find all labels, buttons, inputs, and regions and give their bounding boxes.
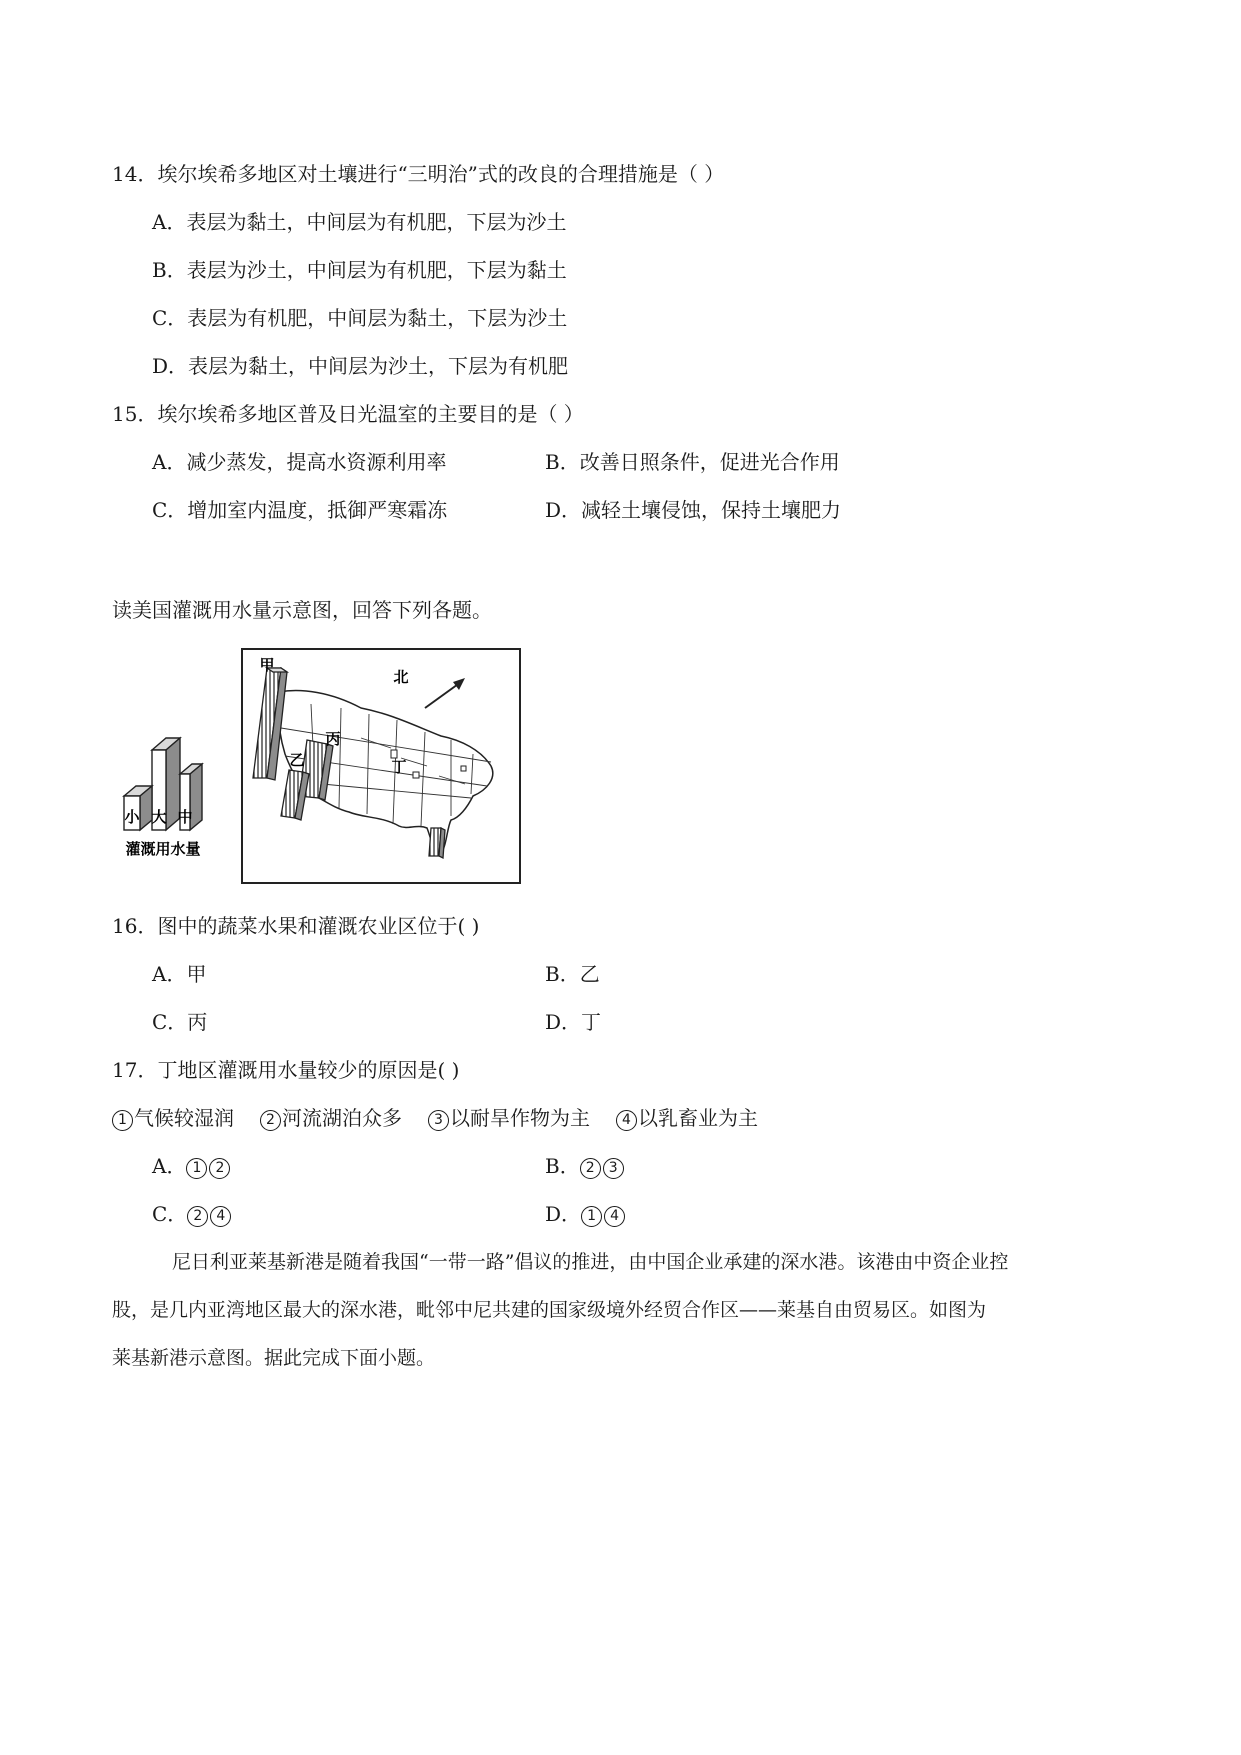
item-2: 河流湖泊众多 (282, 1106, 402, 1130)
item-number-2: 2 (260, 1110, 281, 1131)
item-number-3: 3 (428, 1110, 449, 1131)
question-15-option-b: B．改善日照条件，促进光合作用 (545, 450, 840, 474)
legend-label-medium: 中 (177, 808, 193, 826)
question-16-option-d: D．丁 (545, 1010, 602, 1034)
question-15-option-c: C．增加室内温度，抵御严寒霜冻 (152, 498, 448, 522)
question-17-option-c: C． 2 4 (152, 1204, 232, 1227)
irrigation-legend (118, 730, 236, 860)
question-17-option-d: D． 1 4 (545, 1204, 626, 1227)
north-label: 北 (393, 668, 409, 686)
legend-label-large: 大 (151, 808, 167, 826)
question-15-stem: 15．埃尔埃希多地区普及日光温室的主要目的是（ ） (112, 402, 584, 426)
legend-title: 灌溉用水量 (125, 840, 201, 858)
usa-irrigation-map (241, 648, 521, 884)
item-number-1: 1 (112, 1110, 133, 1131)
question-17-option-a: A． 1 2 (152, 1156, 231, 1179)
question-14-stem: 14．埃尔埃希多地区对土壤进行“三明治”式的改良的合理措施是（ ） (112, 162, 725, 186)
region-label-jia: 甲 (259, 656, 275, 674)
item-3: 以耐旱作物为主 (450, 1106, 590, 1130)
region-label-yi: 乙 (289, 751, 305, 769)
question-17-items (112, 1108, 758, 1131)
question-17-option-b: B． 2 3 (545, 1156, 625, 1179)
item-1: 气候较湿润 (134, 1106, 234, 1130)
item-4: 以乳畜业为主 (638, 1106, 758, 1130)
question-16-option-b: B．乙 (545, 962, 600, 986)
question-16-option-c: C．丙 (152, 1010, 208, 1034)
passage-line-2: 股，是几内亚湾地区最大的深水港，毗邻中尼共建的国家级境外经贸合作区——莱基自由贸易区。如图为 (112, 1299, 987, 1321)
question-14-option-b: B．表层为沙土，中间层为有机肥，下层为黏土 (152, 258, 567, 282)
question-14-option-d: D．表层为黏土，中间层为沙土，下层为有机肥 (152, 354, 569, 378)
question-14-option-a: A．表层为黏土，中间层为有机肥，下层为沙土 (152, 210, 567, 234)
question-16-stem: 16．图中的蔬菜水果和灌溉农业区位于( ) (112, 914, 480, 938)
passage-line-1: 尼日利亚莱基新港是随着我国“一带一路”倡议的推进，由中国企业承建的深水港。该港由中资企业控 (172, 1251, 1009, 1273)
legend-label-small: 小 (124, 808, 140, 826)
region-label-ding: 丁 (391, 758, 407, 776)
question-17-stem: 17．丁地区灌溉用水量较少的原因是( ) (112, 1058, 460, 1082)
question-14-option-c: C．表层为有机肥，中间层为黏土，下层为沙土 (152, 306, 568, 330)
item-number-4: 4 (616, 1110, 637, 1131)
question-16-option-a: A．甲 (152, 962, 207, 986)
figure-intro: 读美国灌溉用水量示意图，回答下列各题。 (112, 598, 492, 622)
question-15-option-a: A．减少蒸发，提高水资源利用率 (152, 450, 447, 474)
region-label-bing: 丙 (325, 730, 341, 748)
question-15-option-d: D．减轻土壤侵蚀，保持土壤肥力 (545, 498, 842, 522)
passage-line-3: 莱基新港示意图。据此完成下面小题。 (112, 1347, 436, 1369)
